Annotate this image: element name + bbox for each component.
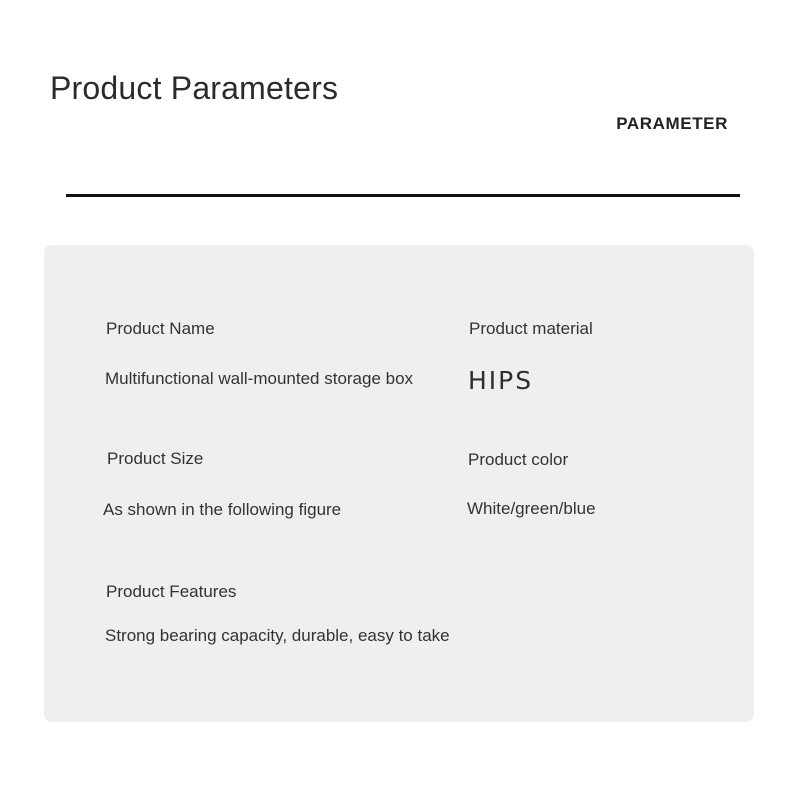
section-tag: PARAMETER — [616, 114, 728, 133]
title-divider — [66, 194, 740, 197]
product-size-label: Product Size — [107, 449, 204, 468]
product-material-value: HIPS — [468, 366, 534, 395]
product-material-label: Product material — [469, 319, 593, 338]
product-size-value: As shown in the following figure — [103, 500, 342, 519]
product-name-value: Multifunctional wall-mounted storage box — [105, 369, 414, 388]
page-title: Product Parameters — [50, 70, 339, 106]
product-name-label: Product Name — [106, 319, 215, 338]
product-color-value: White/green/blue — [467, 499, 596, 518]
product-color-label: Product color — [468, 450, 569, 469]
parameters-panel — [44, 245, 754, 722]
product-features-label: Product Features — [106, 582, 237, 601]
product-features-value: Strong bearing capacity, durable, easy to take — [105, 626, 450, 645]
